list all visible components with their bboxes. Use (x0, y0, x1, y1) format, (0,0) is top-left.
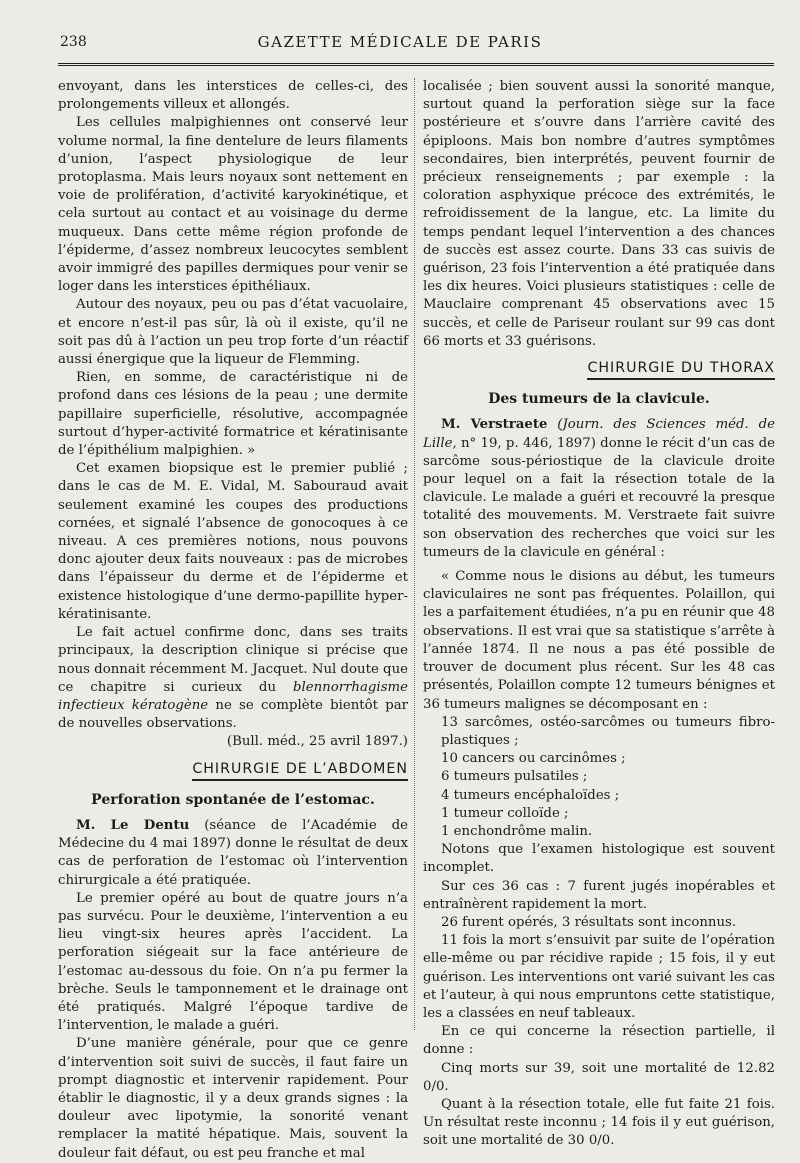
paragraph: D’une manière générale, pour que ce genre d’intervention soit suivi de succès, il faut faire un prompt diagnostic et intervenir rapidement. Pour établir le diagnostic, il y a deux grands signes : la douleur avec lipotymie, la sonorité venant remplacer la matité hépatique. Mais, souvent la douleur fait défaut, ou est peu franche et mal (58, 1036, 408, 1161)
paragraph: Rien, en somme, de caractéristique ni de profond dans ces lésions de la peau ; une dermite papillaire superficielle, résolutive, accompagnée surtout d’hyper-activité formatrice et kératinisante de l’épithélium malpighien. » (58, 370, 408, 459)
column-divider (414, 78, 415, 1030)
section-heading-abdomen: CHIRURGIE DE L’ABDOMEN (192, 760, 408, 781)
list-item: 13 sarcômes, ostéo-sarcômes ou tumeurs fibro-plastiques ; (441, 714, 775, 748)
paragraph: Quant à la résection totale, elle fut faite 21 fois. Un résultat reste inconnu ; 14 fois il y eut guérison, soit une mortalité de 30 0/0. (423, 1096, 775, 1149)
paragraph: 11 fois la mort s’ensuivit par suite de l’opération elle-même ou par récidive rapide ; 15 fois, il y eut guérison. Les interventions ont varié suivant les cas et l’auteur, à qui nous empruntons cette statistique, les a classées en neuf tableaux. (423, 933, 775, 1021)
page-header (0, 30, 800, 60)
paragraph: Les cellules malpighiennes ont conservé leur volume normal, la fine dentelure de leurs filaments d’union, l’aspect physiologique de leur protoplasma. Mais leurs noyaux sont nettement en voie de prolifération, d’activité karyokinétique, et cela surtout au contact et au voisinage du derme muqueux. Dans cette même région profonde de l’épiderme, d’assez nombreux leucocytes semblent avoir immigré des papilles dermiques pour venir se loger dans les interstices épithéliaux. (58, 115, 408, 295)
citation: (Bull. méd., 25 avril 1897.) (226, 734, 408, 750)
paragraph: Le premier opéré au bout de quatre jours n’a pas survécu. Pour le deuxième, l’intervention a eu lieu vingt-six heures après l’accident. La perforation siégeait sur la face antérieure de l’estomac au-dessous du foie. On n’a pu fermer la brèche. Seuls le tamponnement et le drainage ont été pratiqués. Malgré l’époque tardive de l’intervention, le malade a guéri. (58, 890, 408, 1034)
paragraph: Cinq morts sur 39, soit une mortalité de 12.82 0/0. (423, 1060, 775, 1094)
list-item: 1 tumeur colloïde ; (441, 805, 569, 821)
paragraph: Autour des noyaux, peu ou pas d’état vacuolaire, et encore n’est-il pas sûr, là où il existe, qu’il ne soit pas dû à l’action un peu trop forte d’un réactif aussi énergique que la liqueur de Flemming. (58, 297, 408, 368)
paragraph: Cet examen biopsique est le premier publié ; dans le cas de M. E. Vidal, M. Sabouraud avait seulement examiné les coupes des productions cornées, et signalé l’absence de gonocoques à ce niveau. A ces premières notions, nous pouvons donc ajouter deux faits nouveaux : pas de microbes dans l’épaisseur du derme et de l’épiderme et existence histologique d’une dermo-papillite hyper-kératinisante. (58, 461, 408, 622)
journal-title: GAZETTE MÉDICALE DE PARIS (257, 33, 543, 51)
text-run: (séance de l’Académie de Médecine du 4 mai 1897) donne le résultat de deux cas de perforation de l’estomac où l’intervention chirurgicale a été pratiquée. (58, 817, 408, 888)
text-run: n° 19, p. 446, 1897) donne le récit d’un cas de sarcôme sous-périostique de la clavicule droite pour lequel on a fait la résection totale de la clavicule. Le malade a guéri et recouvré la presque totalité des mouvements. M. Verstraete fait suivre son observation des recherches que voici sur les tumeurs de la clavicule en général : (423, 435, 775, 560)
article-title: Des tumeurs de la clavicule. (488, 391, 710, 408)
page-number: 238 (60, 34, 87, 50)
list-item: 1 enchondrôme malin. (441, 823, 593, 839)
paragraph: 26 furent opérés, 3 résultats sont inconnus. (441, 914, 737, 930)
paragraph: Sur ces 36 cas : 7 furent jugés inopérables et entraînèrent rapidement la mort. (423, 878, 775, 912)
article-title: Perforation spontanée de l’estomac. (91, 791, 375, 808)
right-column (423, 78, 775, 1151)
text-run: Le fait actuel confirme donc, dans ses traits principaux, la description clinique si précise que nous donnait récemment M. Jacquet. Nul doute que ce chapitre si curieux du (58, 625, 408, 695)
list-item: 4 tumeurs encéphaloïdes ; (441, 787, 620, 803)
paragraph (58, 817, 408, 890)
author-name: M. Verstraete (441, 417, 548, 433)
list-item: 6 tumeurs pulsatiles ; (441, 769, 588, 785)
paragraph: « Comme nous le disions au début, les tumeurs claviculaires ne sont pas fréquentes. Polaillon, qui les a parfaitement étudiées, n’a pu en réunir que 48 observations. Il est vrai que sa statistique s’arrête à l’année 1874. Il ne nous a pas été possible de trouver de document plus récent. Sur les 48 cas présentés, Polaillon compte 12 tumeurs bénignes et 36 tumeurs malignes se décomposant en : (423, 569, 775, 712)
text-run: ne se complète bientôt par de nouvelles observations. (58, 697, 408, 732)
paragraph (58, 624, 408, 733)
journal-reference: (Journ. des Sciences méd. de Lille, (423, 417, 775, 451)
list-item: 10 cancers ou carcinômes ; (441, 751, 626, 767)
paragraph: envoyant, dans les interstices de celles-ci, des prolongements villeux et allongés. (58, 79, 408, 113)
paragraph (423, 416, 775, 562)
italic-term: blennorrhagisme infectieux kératogène (58, 679, 408, 713)
paragraph: En ce qui concerne la résection partielle, il donne : (423, 1024, 775, 1058)
paragraph: Notons que l’examen histologique est souvent incomplet. (423, 842, 775, 876)
header-rule (58, 63, 774, 69)
author-name: M. Le Dentu (76, 817, 190, 833)
left-column (58, 78, 408, 1163)
paragraph: localisée ; bien souvent aussi la sonorité manque, surtout quand la perforation siège sur la face postérieure et s’ouvre dans l’arrière cavité des épiploons. Mais bon nombre d’autres symptômes secondaires, bien interprétés, peuvent fournir de précieux renseignements ; par exemple : la coloration asphyxique précoce des extrémités, le refroidissement de la langue, etc. La limite du temps pendant lequel l’intervention a des chances de succès est assez courte. Dans 33 cas suivis de guérison, 23 fois l’intervention a été pratiquée dans les dix heures. Voici plusieurs statistiques : celle de Mauclaire comprenant 45 observations avec 15 succès, et celle de Pariseur roulant sur 99 cas dont 66 morts et 33 guérisons. (423, 79, 775, 349)
section-heading-thorax: CHIRURGIE DU THORAX (587, 359, 775, 380)
